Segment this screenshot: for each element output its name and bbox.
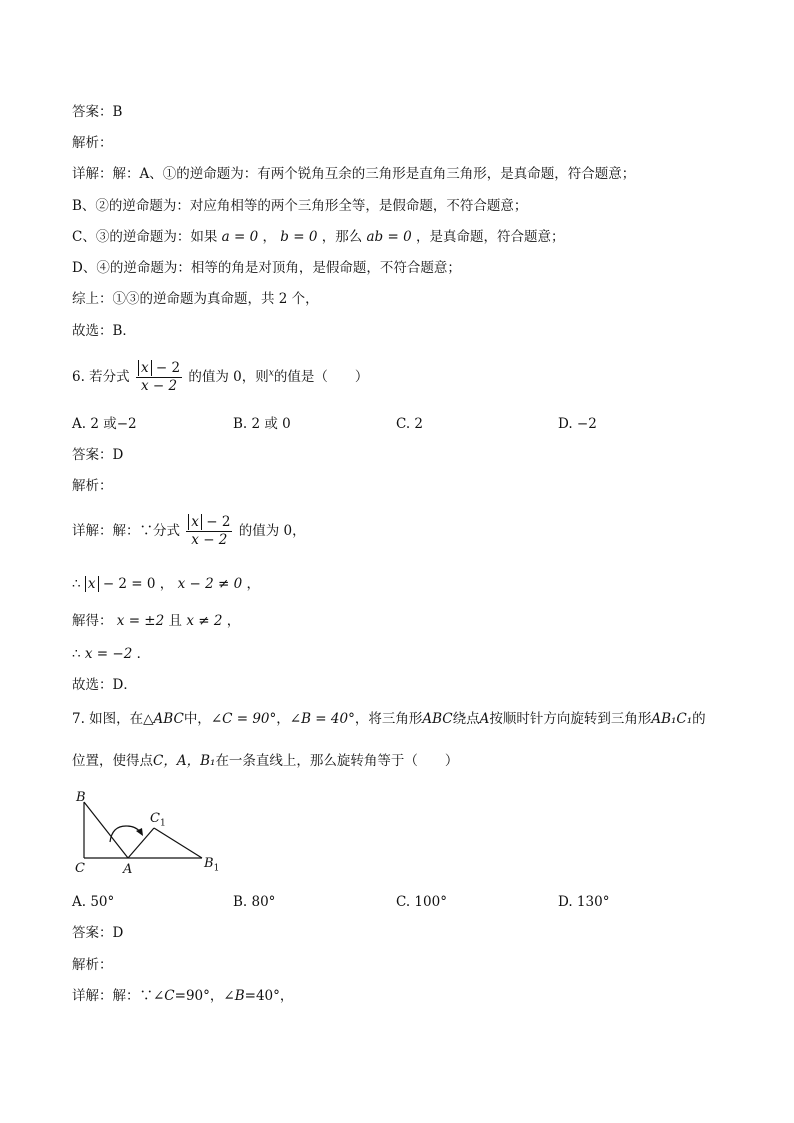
- q6-d3-d: x ≠ 2: [186, 613, 223, 629]
- q5-detail-3: [72, 228, 564, 246]
- q7-s1-l: AB₁C₁: [651, 711, 693, 727]
- q7-d1-c: =90°，: [174, 988, 224, 1004]
- q5-detail-2: B、②的逆命题为：对应角相等的两个三角形全等，是假命题，不符合题意；: [72, 198, 528, 214]
- q6-d3-c: 且: [168, 613, 183, 629]
- q6-frac-num-rest: − 2: [155, 360, 181, 376]
- fig-label-c: C: [75, 861, 85, 876]
- q6-option-d: D. −2: [558, 416, 597, 432]
- q5-d3-text-d: ，是真命题，符合题意；: [415, 229, 565, 245]
- q7-option-a: A. 50°: [72, 894, 115, 910]
- fig-label-a: A: [123, 862, 133, 877]
- q7-d1-b: ∠C: [153, 988, 175, 1004]
- q6-answer: 答案：D: [72, 447, 124, 463]
- q7-d1-a: 详解：解：∵: [72, 988, 153, 1004]
- q7-option-d: D. 130°: [558, 894, 610, 910]
- q6-stem-c: 的值是（ ）: [273, 369, 369, 385]
- q6-detail-1: [72, 514, 306, 549]
- q7-s1-d: ∠C = 90°: [210, 711, 277, 727]
- q7-s1-a: 7. 如图，在: [72, 711, 144, 727]
- fig-label-b: B: [76, 790, 86, 805]
- q6-d3-a: 解得：: [72, 613, 113, 629]
- q6-fraction: [136, 360, 182, 395]
- q6-d1-abs-x: x: [188, 514, 202, 530]
- q7-d1-e: =40°，: [244, 988, 294, 1004]
- q6-d4-a: ∴: [72, 646, 81, 662]
- q6-d3-e: ，: [226, 613, 241, 629]
- fig-label-c1: [150, 811, 166, 829]
- q5-d3-math-1: a = 0: [221, 229, 259, 245]
- q6-detail-3: [72, 612, 240, 630]
- q6-d1-b: 的值为 0，: [238, 523, 306, 539]
- q7-s1-i: 绕点: [452, 711, 480, 727]
- q6-d3-b: x = ±2: [116, 613, 165, 629]
- q7-option-b: B. 80°: [233, 894, 276, 910]
- q7-s1-k: 按顺时针方向旋转到三角形: [489, 711, 652, 727]
- q7-s2-b: C，A，: [153, 753, 201, 769]
- q6-option-a: A. 2 或−2: [72, 416, 137, 432]
- q6-stem-b: 的值为 0，则: [188, 369, 269, 385]
- q5-summary: 综上：①③的逆命题为真命题，共 2 个，: [72, 291, 319, 307]
- q6-option-b: B. 2 或 0: [233, 416, 291, 432]
- q5-d3-math-3: ab = 0: [366, 229, 412, 245]
- q5-detail-4: D、④的逆命题为：相等的角是对顶角，是假命题，不符合题意；: [72, 260, 461, 276]
- fig-label-c1-letter: C: [150, 811, 160, 826]
- q6-frac-abs-x: x: [138, 360, 152, 376]
- q6-d4-c: ．: [136, 646, 151, 662]
- q7-s1-f: ∠B = 40°: [289, 711, 355, 727]
- q5-d3-text-a: C、③的逆命题为：如果: [72, 229, 218, 245]
- q6-d2-b: − 2 = 0 ，: [102, 576, 174, 592]
- q7-s1-g: ，将三角形: [354, 711, 423, 727]
- q7-s1-m: 的: [692, 711, 706, 727]
- q7-stem-line-2: [72, 752, 458, 770]
- q6-detail-2: [72, 575, 260, 593]
- q7-s1-e: ，: [276, 711, 290, 727]
- q5-d3-text-b: ，: [262, 229, 276, 245]
- fig-label-c1-sub: 1: [159, 818, 166, 829]
- q6-detail-4: [72, 645, 150, 663]
- segment-c1b1: [154, 828, 202, 858]
- q5-answer: 答案：B: [72, 104, 123, 120]
- q6-d4-b: x = −2: [84, 646, 133, 662]
- q5-d3-math-2: b = 0: [280, 229, 318, 245]
- segment-ab: [84, 802, 128, 858]
- q7-stem-line-1: [72, 710, 706, 728]
- q6-d2-a: ∴: [72, 576, 81, 592]
- q6-analysis-label: 解析：: [72, 478, 113, 494]
- q7-s2-d: 在一条直线上，那么旋转角等于（ ）: [215, 753, 459, 769]
- q7-s2-c: B₁: [200, 753, 216, 769]
- q6-option-c: C. 2: [396, 416, 424, 432]
- q6-choice: 故选：D．: [72, 677, 137, 693]
- q7-s1-j: A: [479, 711, 490, 727]
- q7-answer: 答案：D: [72, 925, 124, 941]
- fig-label-b1-letter: B: [204, 856, 214, 871]
- q5-analysis-label: 解析：: [72, 135, 113, 151]
- q6-stem-var: x: [268, 368, 274, 379]
- q7-d1-d: ∠B: [223, 988, 245, 1004]
- q7-s1-b: △ABC: [143, 711, 184, 727]
- q6-detail-fraction: [186, 514, 232, 549]
- q6-stem-a: 6. 若分式: [72, 369, 130, 385]
- q7-option-c: C. 100°: [396, 894, 447, 910]
- fig-label-b1-sub: 1: [213, 863, 220, 874]
- q7-s1-c: 中，: [183, 711, 211, 727]
- q6-d1-num-rest: − 2: [206, 514, 231, 530]
- q6-frac-den: x − 2: [140, 378, 178, 394]
- q6-d2-abs-x: x: [85, 576, 99, 592]
- q7-s2-a: 位置，使得点: [72, 753, 153, 769]
- q7-s1-h: ABC: [422, 711, 453, 727]
- q6-d2-c: x − 2 ≠ 0: [177, 576, 243, 592]
- rotation-arc: [110, 826, 140, 842]
- q6-d2-d: ，: [246, 576, 260, 592]
- fig-label-b1: [204, 856, 219, 874]
- q5-choice: 故选：B．: [72, 323, 136, 339]
- q7-analysis-label: 解析：: [72, 957, 113, 973]
- q6-stem: [72, 360, 368, 395]
- q6-d1-den: x − 2: [191, 532, 228, 548]
- q6-d1-a: 详解：解：∵分式: [72, 523, 180, 539]
- q5-d3-text-c: ，那么: [321, 229, 363, 245]
- q5-detail-1: 详解：解：A、①的逆命题为：有两个锐角互余的三角形是直角三角形，是真命题，符合题意；: [72, 166, 636, 182]
- q7-detail-1: [72, 987, 293, 1005]
